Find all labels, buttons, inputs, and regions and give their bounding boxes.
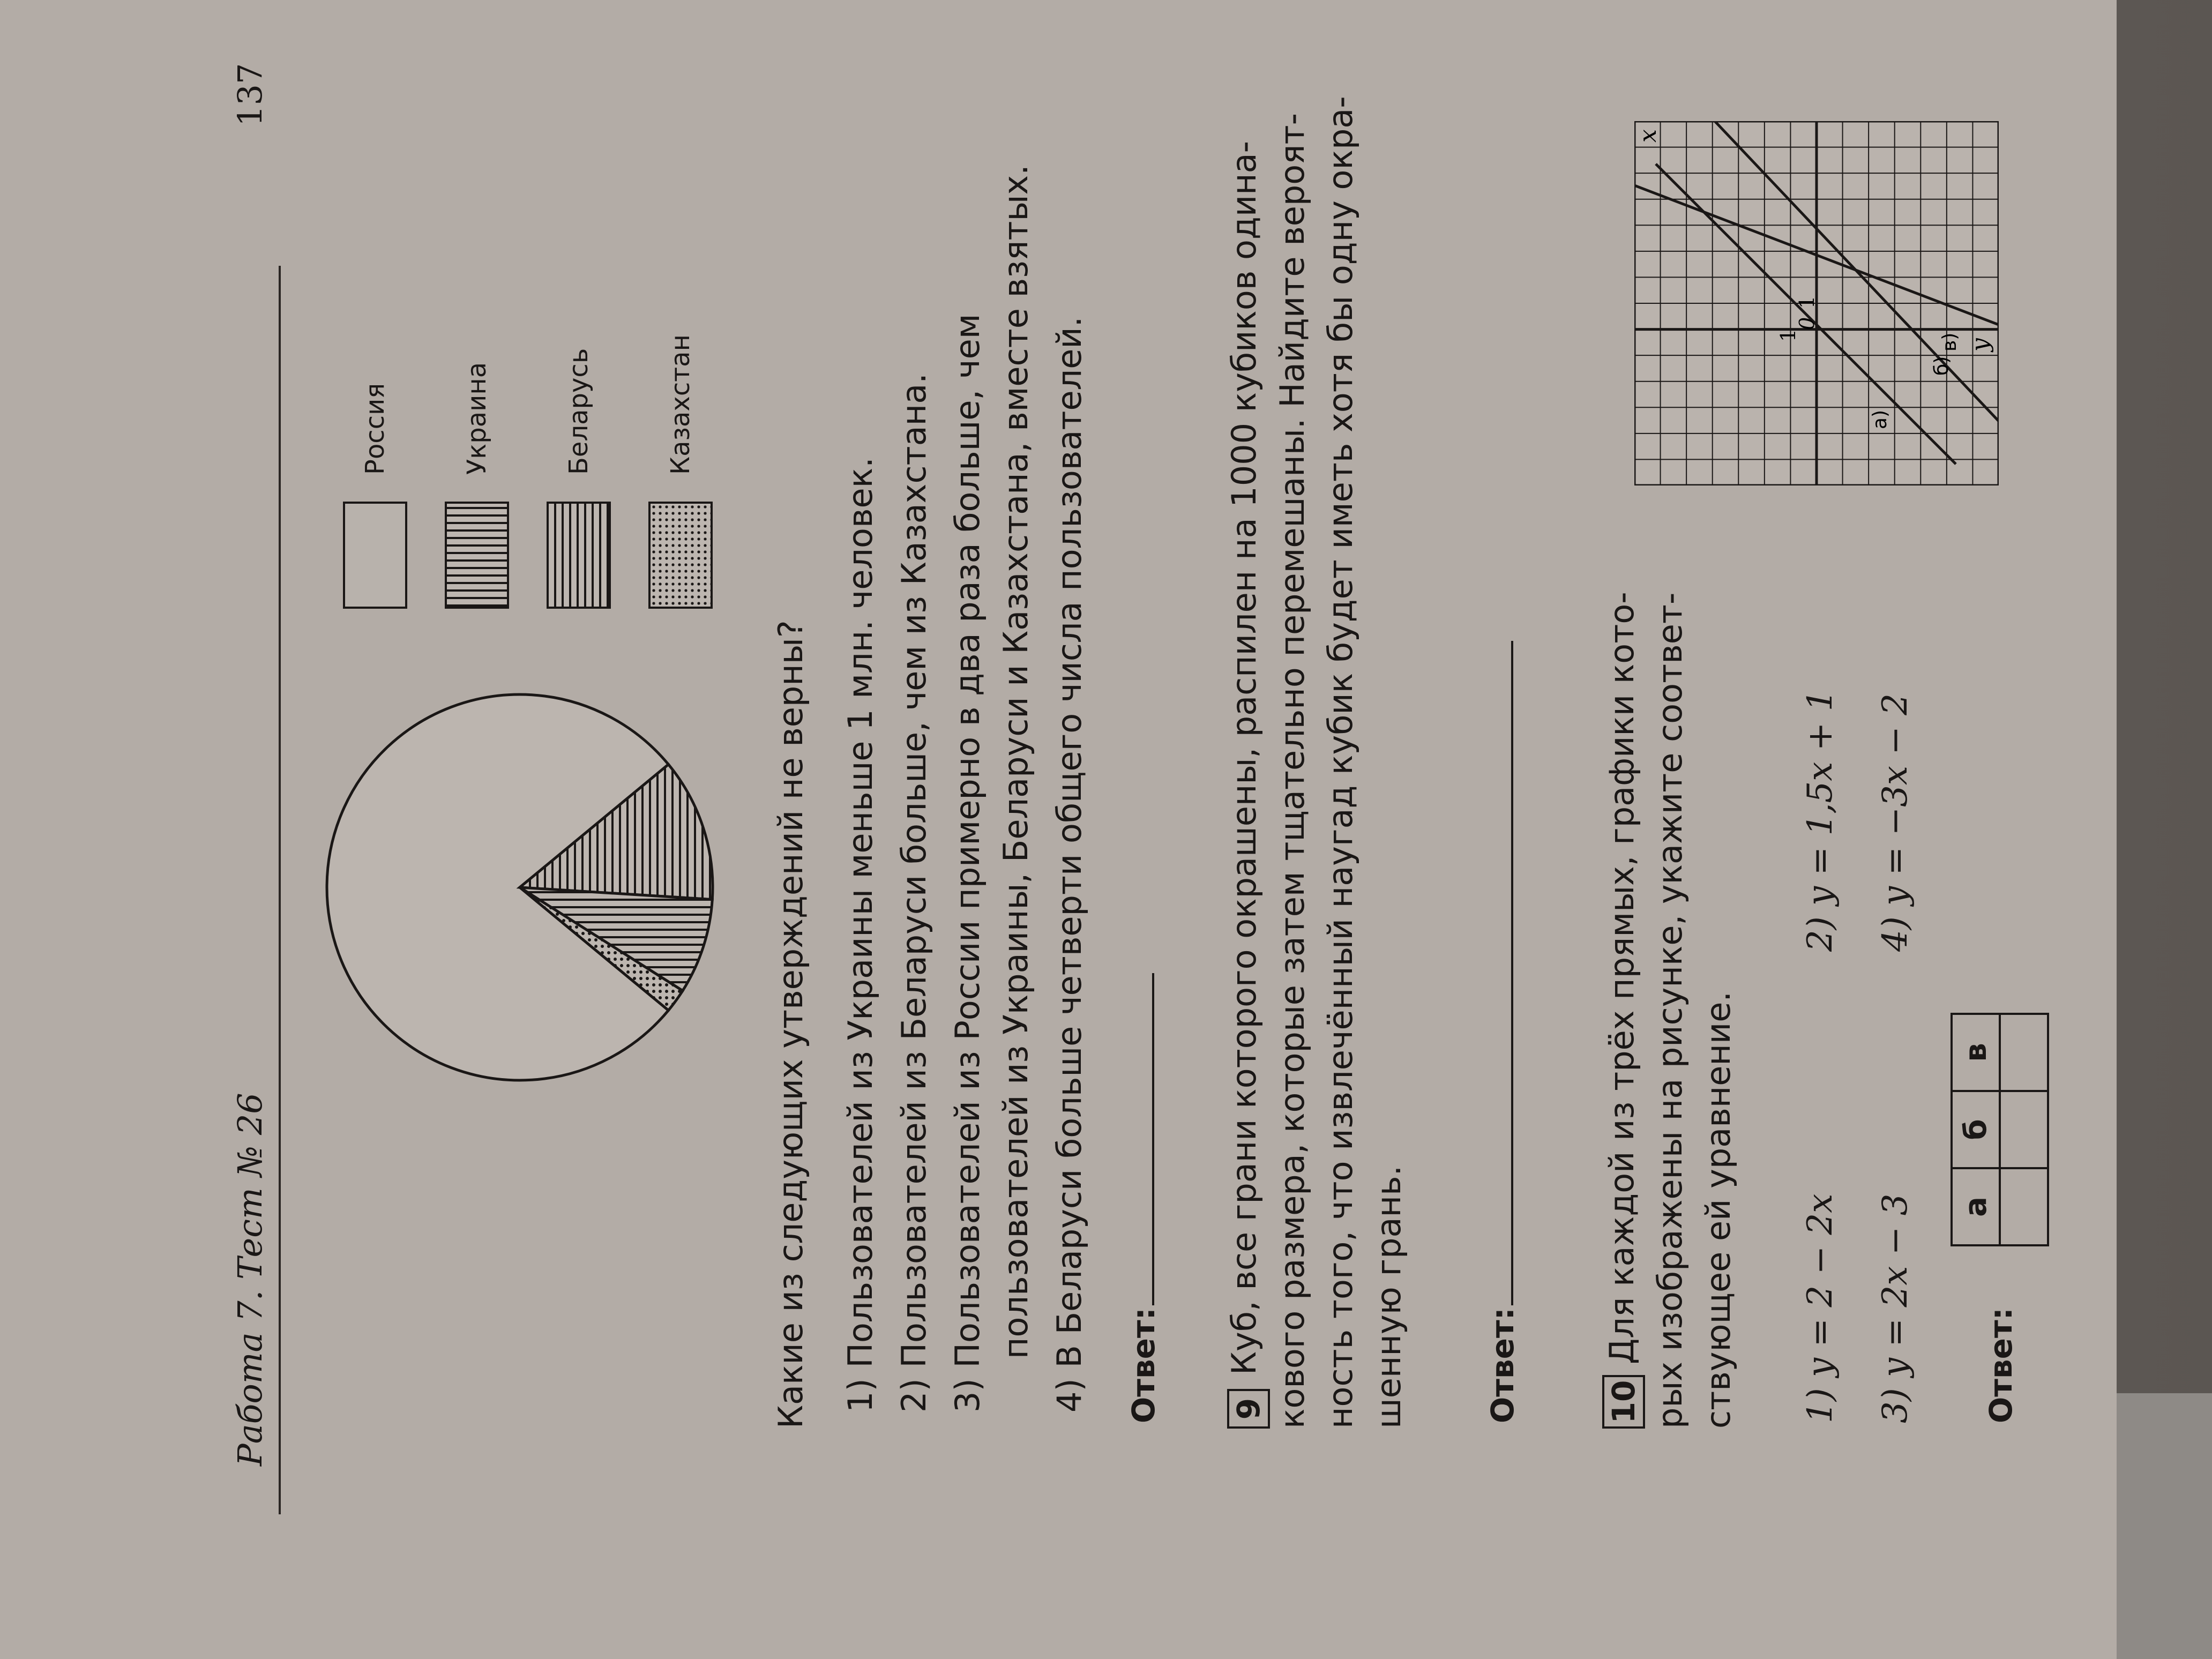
legend-label: Казахстан: [666, 334, 696, 475]
q10-equation-2: 2) y = 1,5x + 1: [1800, 689, 1840, 952]
pie-slices: [327, 694, 713, 1080]
q10-answer-cell-b[interactable]: [2000, 1091, 2048, 1168]
graph-one-y-label: 1: [1776, 328, 1800, 342]
q10-equation-4: 4) y = −3x − 2: [1875, 693, 1915, 952]
q8-option-3: 3) Пользователей из России примерно в два раза больше, чем: [948, 313, 987, 1413]
legend-swatch-ukraine: [445, 502, 509, 609]
legend-swatch-russia: [343, 502, 407, 609]
q8-answer-label: Ответ:: [1125, 1307, 1162, 1423]
q8-question: Какие из следующих утверждений не верны?: [771, 620, 810, 1429]
q10-line-2: рых изображены на рисунке, укажите соответ-: [1650, 592, 1690, 1429]
q9-line-2: кового размера, которые затем тщательно перемешаны. Найдите вероят-: [1273, 113, 1312, 1429]
q10-equation-1: 1) y = 2 − 2x: [1800, 1193, 1840, 1423]
q9-answer-label: Ответ:: [1484, 1307, 1521, 1423]
q10-table-header-a: а: [1952, 1168, 2000, 1245]
graph-origin-label: 0: [1795, 317, 1819, 330]
page-number: 137: [230, 63, 270, 126]
q8-option-3-cont: пользователей из Украины, Беларуси и Казахстана, вместе взятых.: [996, 165, 1035, 1359]
graph-line-a-label: а): [1869, 409, 1891, 429]
legend-label: Украина: [462, 362, 492, 475]
q10-number: 10: [1602, 1375, 1645, 1429]
q9-line-1: Куб, все грани которого окрашены, распилен на 1000 кубиков одина-: [1224, 140, 1264, 1375]
legend-item-russia: [343, 383, 407, 609]
graph-line-b-label: б): [1931, 356, 1953, 376]
q8-option-2: 2) Пользователей из Беларуси больше, чем из Казахстана.: [894, 373, 933, 1413]
legend-item-ukraine: [445, 362, 509, 609]
q10-line-3: ствующее ей уравнение.: [1699, 991, 1738, 1429]
q10-equation-3: 3) y = 2x − 3: [1875, 1193, 1915, 1423]
graph-y-label: y: [1967, 338, 1994, 352]
q10-answer-table: [1951, 1013, 2049, 1246]
page-header-title: Работа 7. Тест № 26: [230, 1093, 270, 1466]
graph-one-x-label: 1: [1795, 295, 1819, 309]
q9-answer-line[interactable]: [1511, 641, 1513, 1305]
header-rule: [279, 266, 281, 1514]
q10-graph: [1634, 121, 1999, 485]
legend-item-kazakhstan: [648, 334, 713, 609]
q9-line-4: шенную грань.: [1369, 1165, 1408, 1429]
q9-number: 9: [1227, 1389, 1270, 1429]
legend-swatch-belarus: [547, 502, 611, 609]
graph-x-label: x: [1634, 129, 1662, 143]
q8-option-1: 1) Пользователей из Украины меньше 1 млн. человек.: [841, 457, 880, 1413]
legend-item-belarus: [547, 348, 611, 609]
legend-label: Беларусь: [564, 348, 594, 475]
q9-line-3: ность того, что извлечённый наугад кубик будет иметь хотя бы одну окра-: [1321, 96, 1360, 1429]
q8-option-4: 4) В Беларуси больше четверти общего числа пользователей.: [1050, 316, 1089, 1413]
q10-line-1: Для каждой из трёх прямых, графики кото-: [1602, 592, 1641, 1364]
pie-chart: [316, 684, 723, 1091]
q8-answer-line[interactable]: [1152, 973, 1154, 1305]
q10-table-header-c: в: [1952, 1014, 2000, 1091]
legend-label: Россия: [360, 383, 390, 475]
q10-answer-cell-c[interactable]: [2000, 1014, 2048, 1091]
graph-line-c-label: в): [1939, 332, 1961, 352]
q10-table-header-b: б: [1952, 1091, 2000, 1168]
q10-answer-cell-a[interactable]: [2000, 1168, 2048, 1245]
q10-answer-label: Ответ:: [1983, 1307, 2019, 1423]
legend-swatch-kazakhstan: [648, 502, 713, 609]
